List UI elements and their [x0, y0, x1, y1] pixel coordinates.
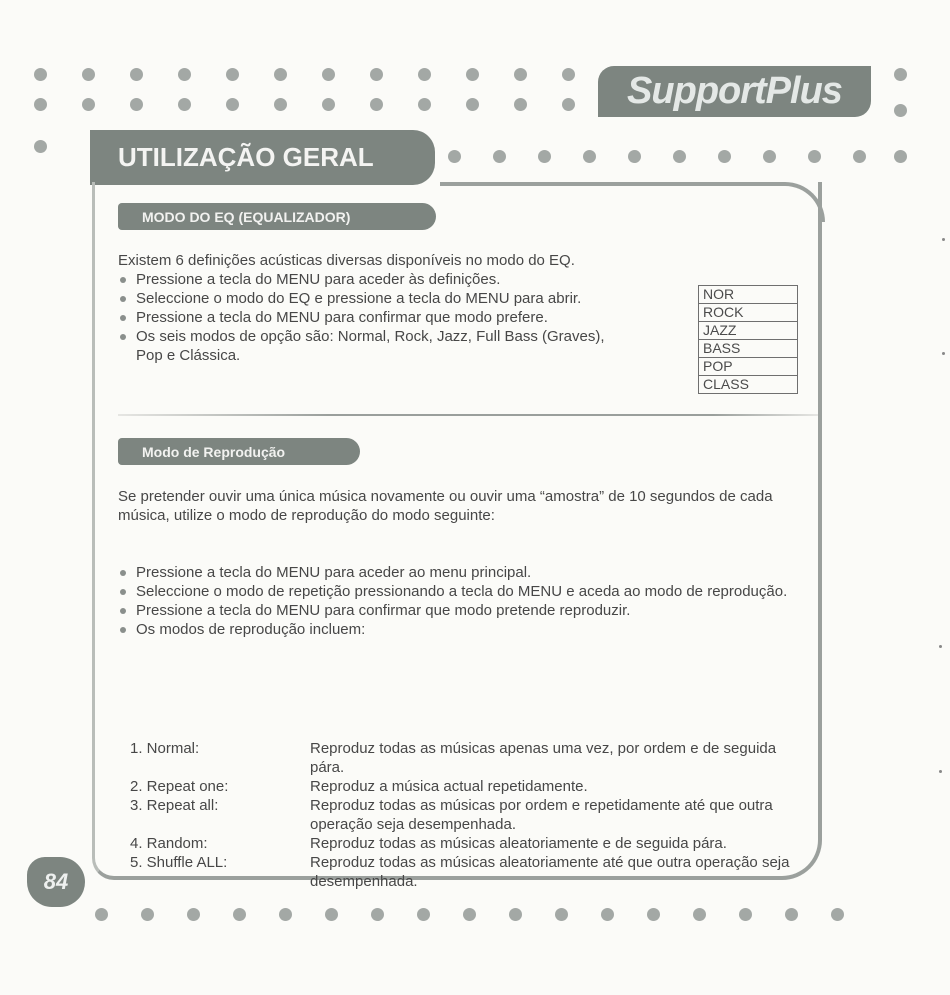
mode-label: 3. Repeat all: [130, 797, 219, 814]
eq-option: POP [699, 358, 797, 376]
dot [417, 908, 430, 921]
playback-bullet-list [118, 563, 818, 639]
dot [673, 150, 686, 163]
dot [418, 98, 431, 111]
dot [322, 98, 335, 111]
eq-bullet-list [118, 270, 688, 365]
content-frame-top [440, 182, 825, 222]
playback-modes-table [130, 739, 810, 891]
dot [418, 68, 431, 81]
dot [274, 68, 287, 81]
eq-options-list [698, 285, 798, 394]
dot [233, 908, 246, 921]
mode-desc: Reproduz todas as músicas aleatoriamente e de seguida pára. [310, 835, 727, 852]
eq-option: JAZZ [699, 322, 797, 340]
dot [187, 908, 200, 921]
mode-desc: Reproduz a música actual repetidamente. [310, 778, 588, 795]
page-number: 84 [27, 857, 85, 907]
dot [466, 98, 479, 111]
dot [601, 908, 614, 921]
mode-label: 5. Shuffle ALL: [130, 854, 228, 871]
dot [370, 98, 383, 111]
section-title: UTILIZAÇÃO GERAL [90, 130, 435, 185]
eq-option: ROCK [699, 304, 797, 322]
dot [739, 908, 752, 921]
table-row [130, 834, 810, 853]
dot [562, 98, 575, 111]
dot [274, 98, 287, 111]
dot [82, 98, 95, 111]
scan-mark [942, 238, 945, 241]
dot [894, 150, 907, 163]
table-row [130, 739, 810, 777]
dot [226, 68, 239, 81]
dot [178, 98, 191, 111]
dot [95, 908, 108, 921]
list-item: Pressione a tecla do MENU para aceder ao menu principal. [118, 563, 818, 582]
dot [894, 68, 907, 81]
brand-logo [598, 66, 871, 117]
playback-body [118, 563, 818, 639]
dot [34, 140, 47, 153]
dot [853, 150, 866, 163]
mode-label: 2. Repeat one: [130, 778, 229, 795]
dot [647, 908, 660, 921]
eq-mode-body [118, 251, 688, 365]
dot [448, 150, 461, 163]
scan-mark [942, 352, 945, 355]
dot [493, 150, 506, 163]
dot [371, 908, 384, 921]
dot [178, 68, 191, 81]
dot [718, 150, 731, 163]
section-divider [118, 414, 818, 416]
dot [325, 908, 338, 921]
table-row [130, 777, 810, 796]
dot [141, 908, 154, 921]
dot [226, 98, 239, 111]
dot [466, 68, 479, 81]
table-row [130, 853, 810, 891]
dot [514, 68, 527, 81]
list-item: Seleccione o modo do EQ e pressione a tecla do MENU para abrir. [118, 289, 688, 308]
mode-desc: Reproduz todas as músicas aleatoriamente até que outra operação seja desempenhada. [310, 854, 790, 890]
dot [322, 68, 335, 81]
dot [894, 104, 907, 117]
eq-mode-heading: MODO DO EQ (EQUALIZADOR) [118, 203, 436, 230]
scan-mark [939, 770, 942, 773]
dot [538, 150, 551, 163]
eq-option: NOR [699, 286, 797, 304]
dot [628, 150, 641, 163]
dot [34, 68, 47, 81]
mode-desc: Reproduz todas as músicas por ordem e repetidamente até que outra operação seja desempenhada. [310, 797, 773, 833]
list-item: Os modos de reprodução incluem: [118, 620, 818, 639]
list-item: Os seis modos de opção são: Normal, Rock, Jazz, Full Bass (Graves), Pop e Clássica. [118, 327, 626, 365]
mode-label: 4. Random: [130, 835, 208, 852]
dot [808, 150, 821, 163]
eq-intro: Existem 6 definições acústicas diversas disponíveis no modo do EQ. [118, 252, 575, 269]
dot [583, 150, 596, 163]
dot [514, 98, 527, 111]
playback-intro: Se pretender ouvir uma única música novamente ou ouvir uma “amostra” de 10 segundos de cada música, utilize o modo de reprodução do modo seguinte: [118, 488, 773, 524]
dot [34, 98, 47, 111]
list-item: Pressione a tecla do MENU para confirmar que modo pretende reproduzir. [118, 601, 818, 620]
dot [130, 68, 143, 81]
dot [279, 908, 292, 921]
list-item: Pressione a tecla do MENU para confirmar que modo prefere. [118, 308, 688, 327]
mode-desc: Reproduz todas as músicas apenas uma vez, por ordem e de seguida pára. [310, 740, 777, 776]
dot [562, 68, 575, 81]
brand-name: SupportPlus [627, 70, 842, 112]
dot [785, 908, 798, 921]
table-row [130, 796, 810, 834]
list-item: Pressione a tecla do MENU para aceder às definições. [118, 270, 688, 289]
dot [693, 908, 706, 921]
dot [555, 908, 568, 921]
dot [509, 908, 522, 921]
dot [463, 908, 476, 921]
eq-option: BASS [699, 340, 797, 358]
dot [370, 68, 383, 81]
scan-mark [939, 645, 942, 648]
list-item: Seleccione o modo de repetição pressionando a tecla do MENU e aceda ao modo de reprodução. [118, 582, 818, 601]
dot [82, 68, 95, 81]
playback-mode-heading: Modo de Reprodução [118, 438, 360, 465]
dot [763, 150, 776, 163]
dot [130, 98, 143, 111]
dot [831, 908, 844, 921]
eq-option: CLASS [699, 376, 797, 394]
mode-label: 1. Normal: [130, 740, 200, 757]
